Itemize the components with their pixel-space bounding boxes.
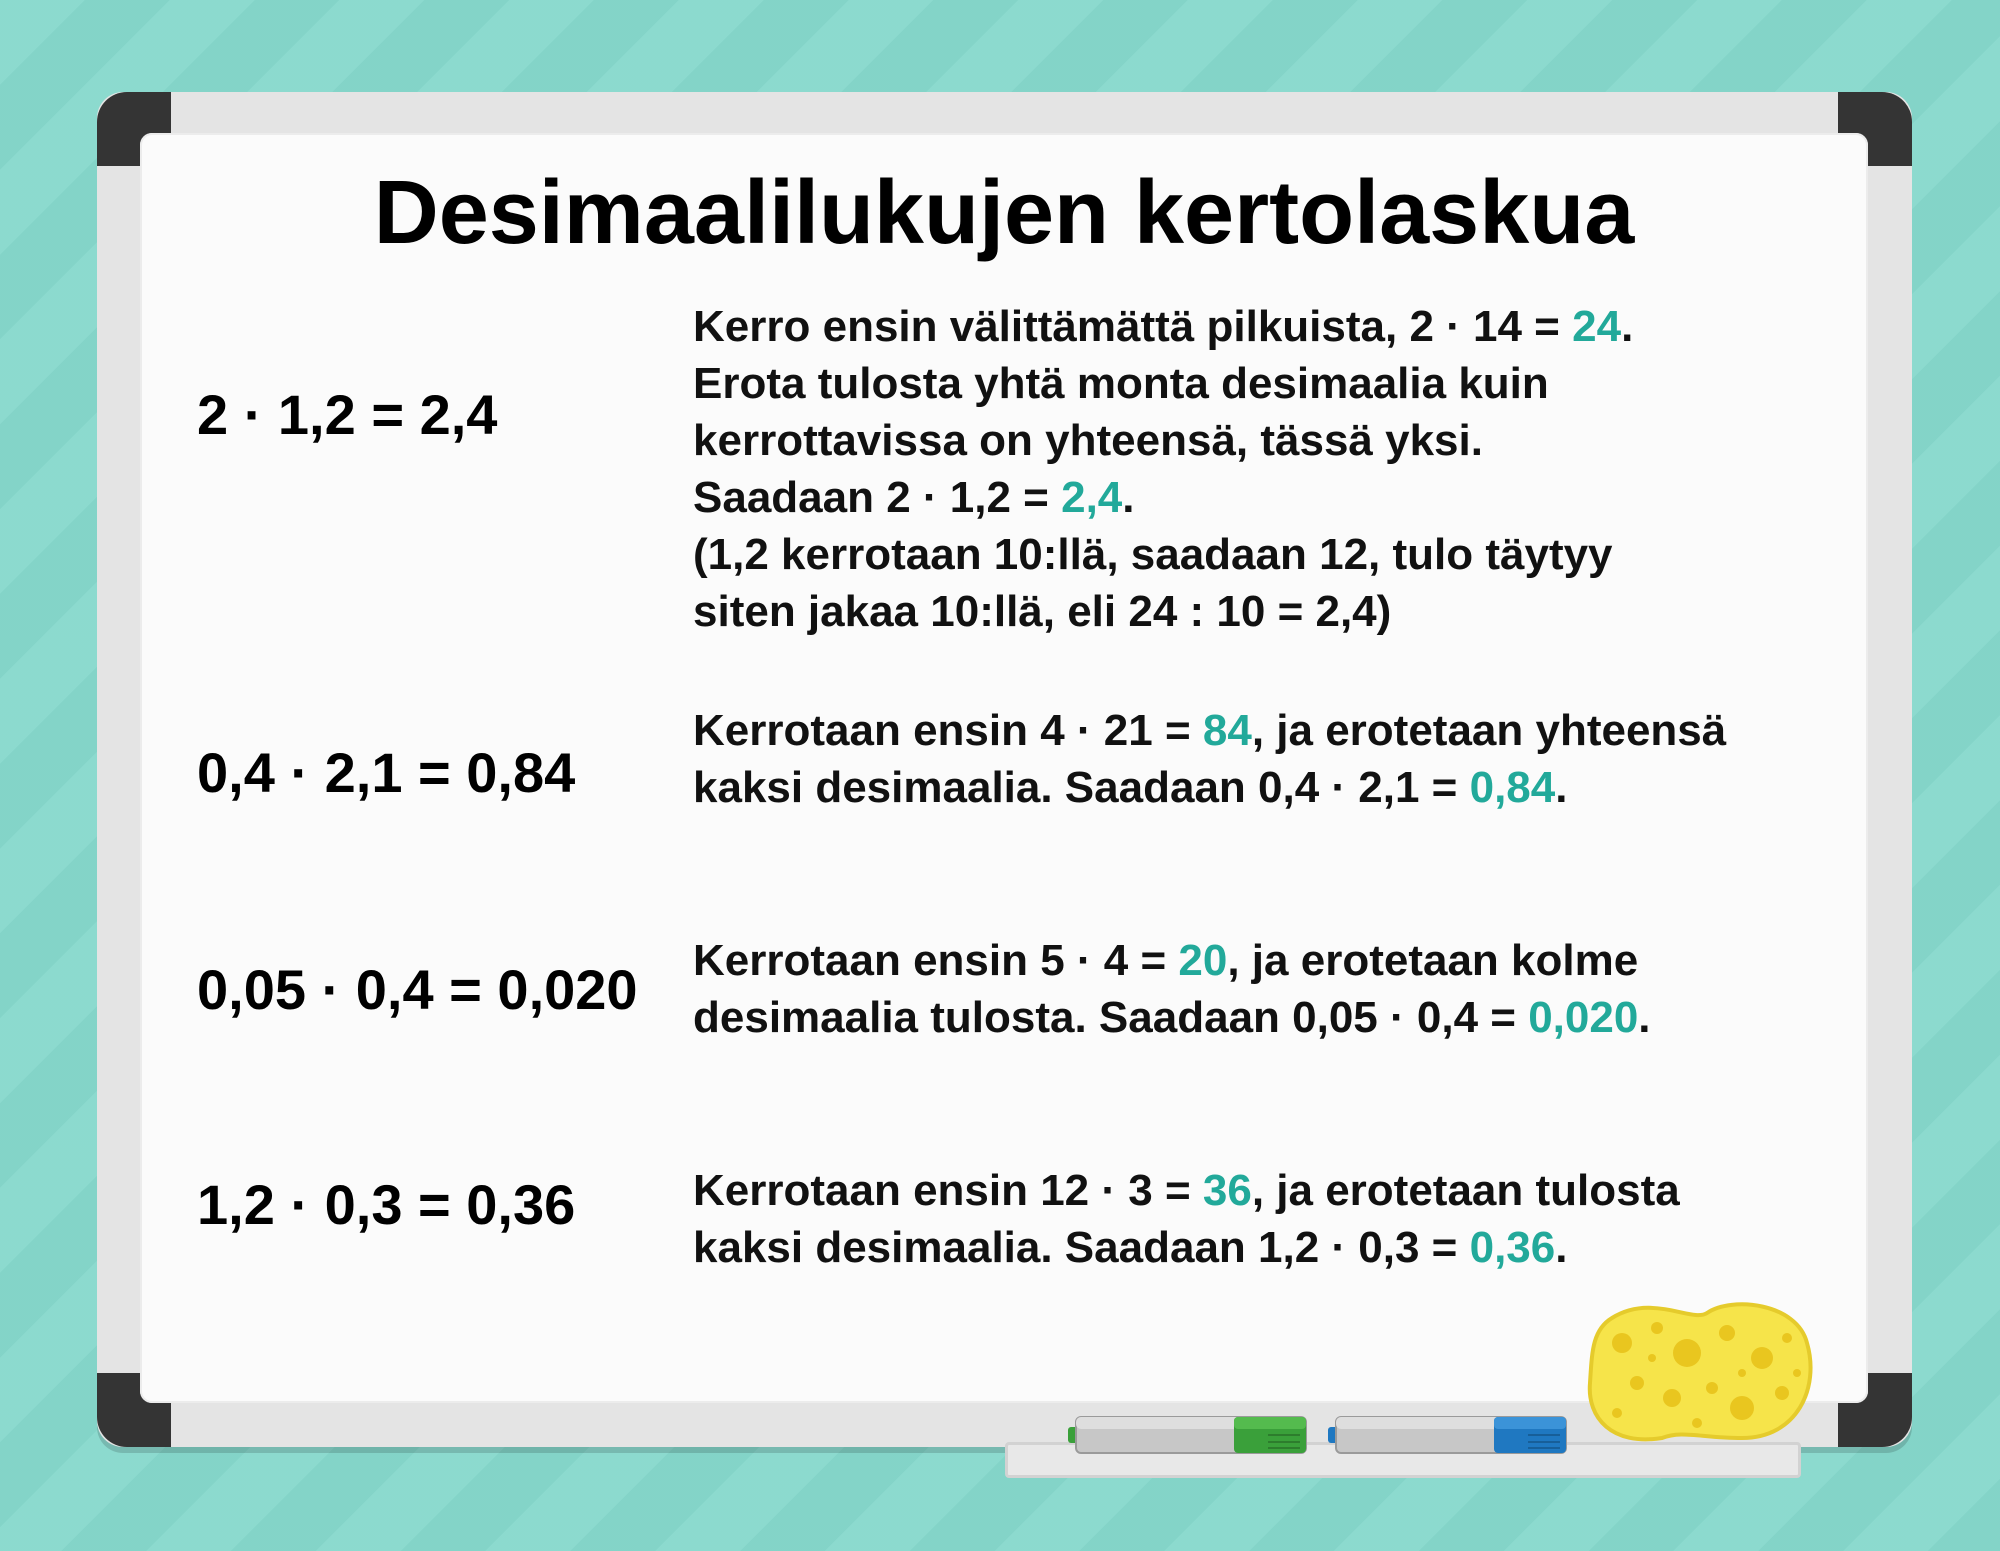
explanation-3-line-1: Kerrotaan ensin 5 · 4 = 20, ja erotetaan kolme: [693, 936, 1639, 985]
explanation-2: [693, 702, 1726, 816]
equation-2: 0,4 · 2,1 = 0,84: [197, 741, 576, 804]
explanation-4-line-1: Kerrotaan ensin 12 · 3 = 36, ja erotetaan tulosta: [693, 1166, 1680, 1215]
explanation-4: [693, 1162, 1680, 1276]
explanation-1-line-1: Kerro ensin välittämättä pilkuista, 2 · 14 = 24.: [693, 302, 1634, 351]
explanation-1-line-5: (1,2 kerrotaan 10:llä, saadaan 12, tulo täytyy: [693, 530, 1613, 579]
explanation-3-line-2: desimaalia tulosta. Saadaan 0,05 · 0,4 = 0,020.: [693, 993, 1651, 1042]
page-title: Desimaalilukujen kertolaskua: [373, 163, 1635, 263]
explanation-1: [693, 298, 1633, 640]
green-marker-icon: [1068, 1415, 1313, 1455]
explanation-2-line-2: kaksi desimaalia. Saadaan 0,4 · 2,1 = 0,84.: [693, 763, 1568, 812]
equation-1: 2 · 1,2 = 2,4: [197, 383, 498, 446]
blue-marker-icon: [1328, 1415, 1573, 1455]
explanation-1-line-2: Erota tulosta yhtä monta desimaalia kuin: [693, 359, 1549, 408]
explanation-1-line-4: Saadaan 2 · 1,2 = 2,4.: [693, 473, 1135, 522]
sponge-icon: [1582, 1298, 1822, 1448]
explanation-4-line-2: kaksi desimaalia. Saadaan 1,2 · 0,3 = 0,36.: [693, 1223, 1568, 1272]
equation-4: 1,2 · 0,3 = 0,36: [197, 1173, 576, 1236]
equation-3: 0,05 · 0,4 = 0,020: [197, 958, 638, 1021]
explanation-1-line-6: siten jakaa 10:llä, eli 24 : 10 = 2,4): [693, 587, 1392, 636]
explanation-3: [693, 932, 1651, 1046]
explanation-2-line-1: Kerrotaan ensin 4 · 21 = 84, ja erotetaan yhteensä: [693, 706, 1727, 755]
explanation-1-line-3: kerrottavissa on yhteensä, tässä yksi.: [693, 416, 1483, 465]
